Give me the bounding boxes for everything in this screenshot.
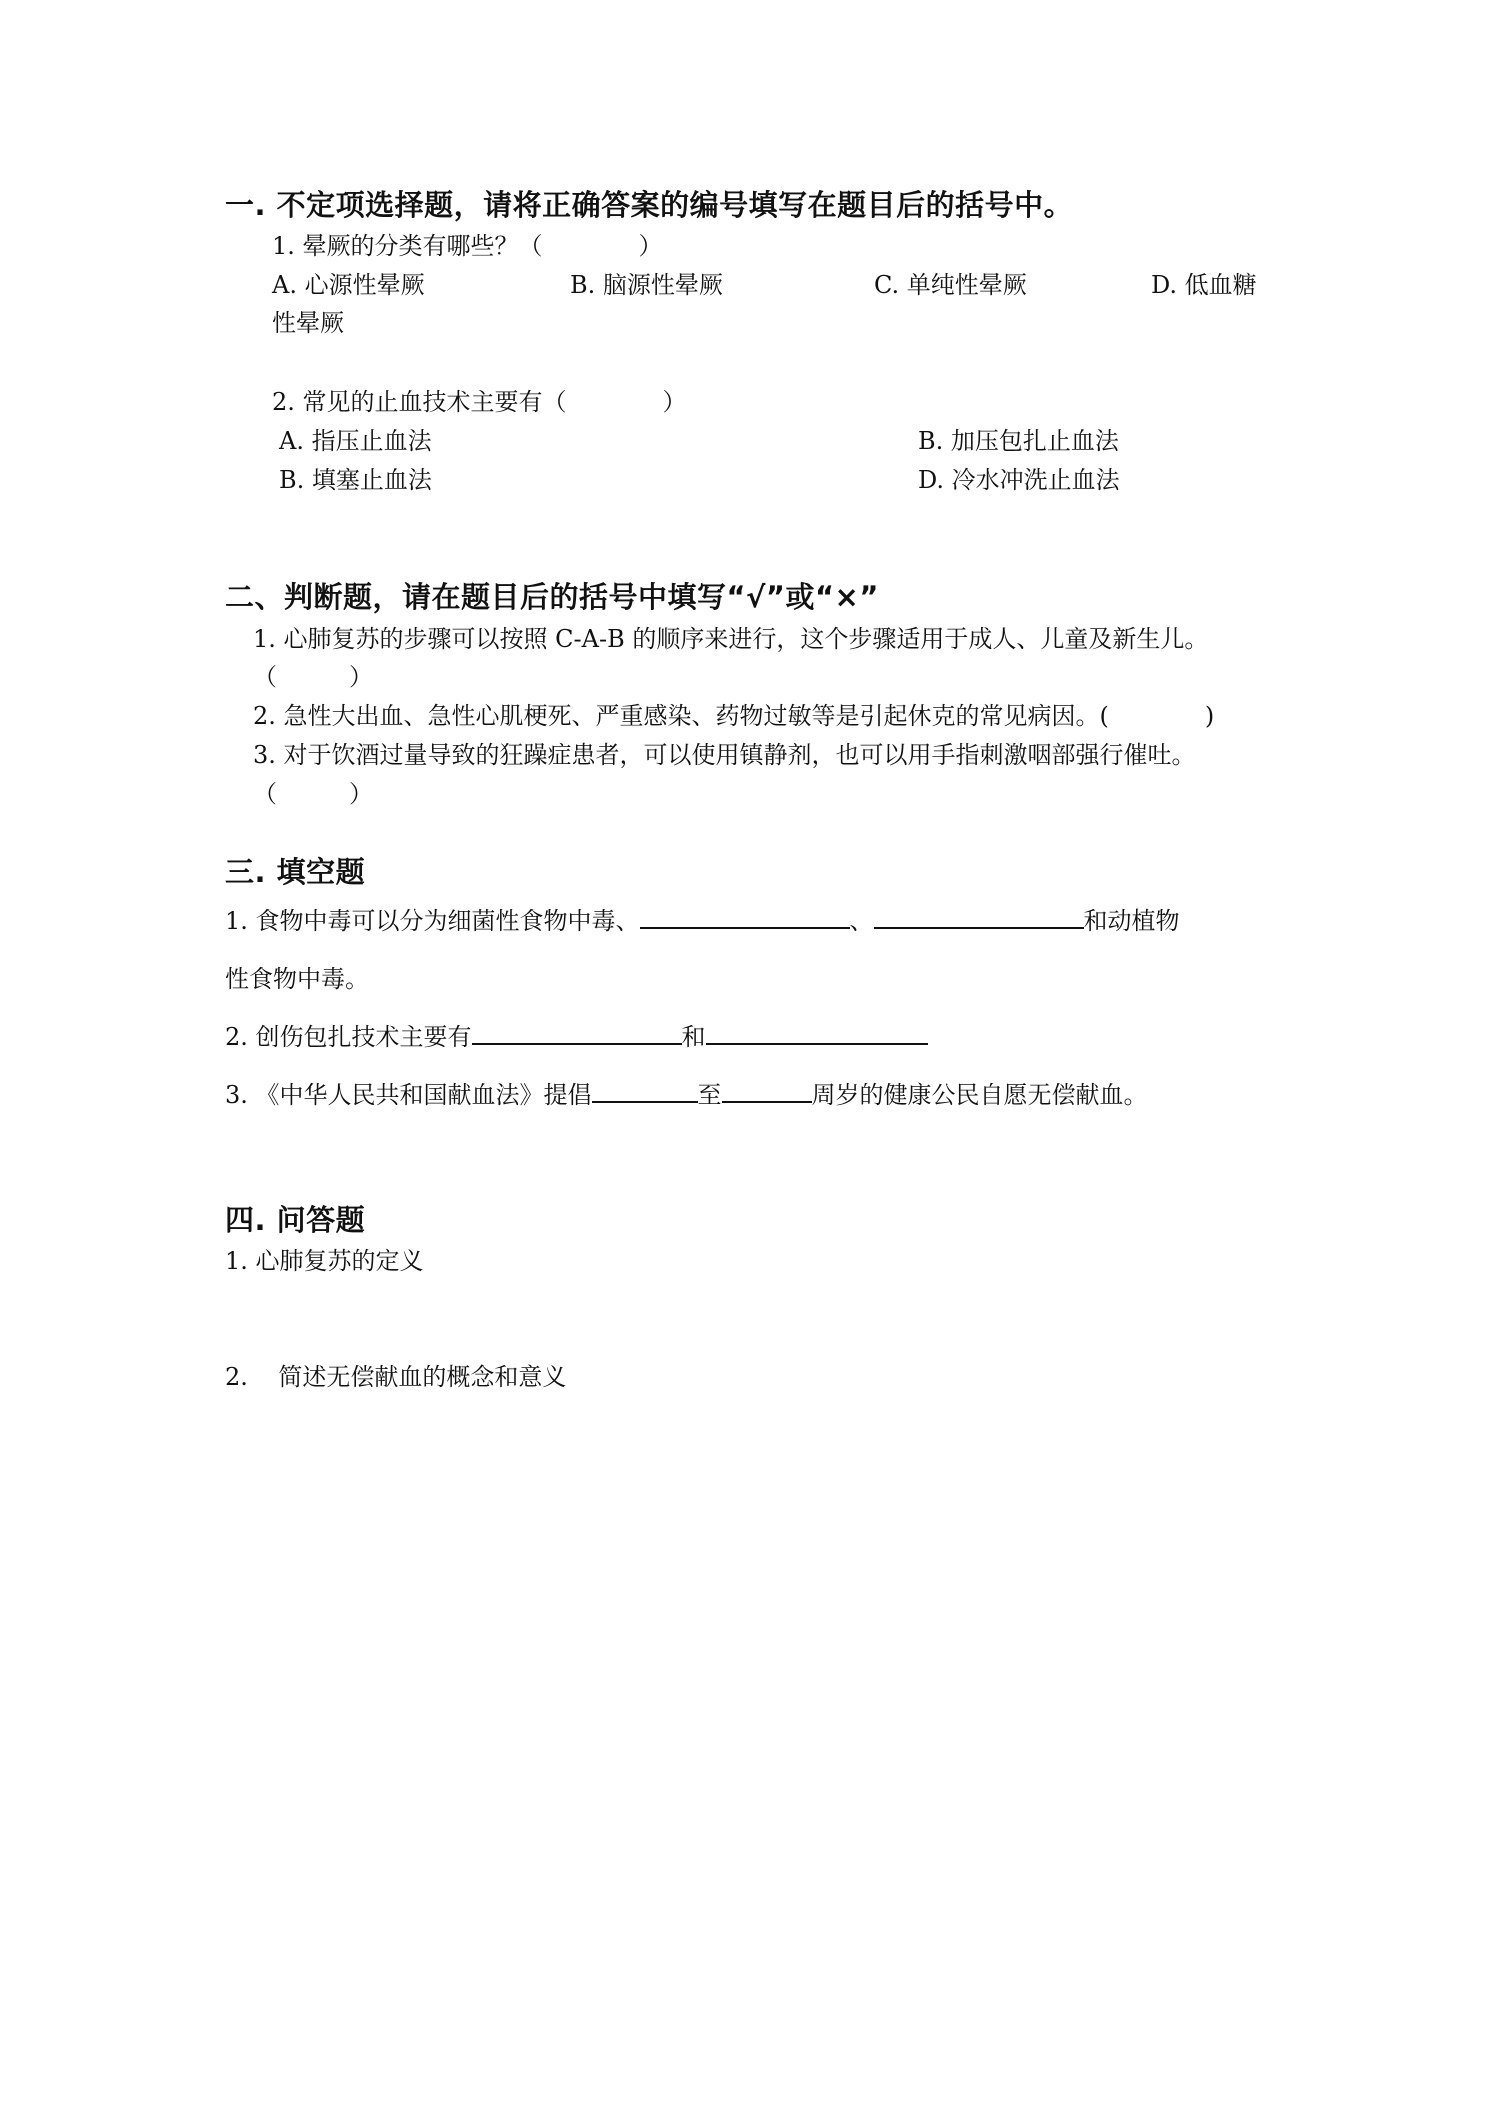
question-3-1-text-b: 、 [849,907,874,935]
question-3-2 [225,1017,928,1052]
question-1-1-option-c: C. 单纯性晕厥 [874,271,1027,299]
question-2-2: 2. 急性大出血、急性心肌梗死、严重感染、药物过敏等是引起休克的常见病因。( ) [253,702,1215,730]
question-3-3-text-c: 周岁的健康公民自愿无偿献血。 [811,1081,1148,1109]
fill-blank-3-2-a[interactable] [472,1018,682,1045]
question-3-2-text-b: 和 [681,1023,706,1051]
question-1-1-option-d: D. 低血糖 [1151,271,1257,299]
fill-blank-3-3-a[interactable] [592,1076,698,1103]
fill-blank-3-3-b[interactable] [722,1076,812,1103]
section-4-title: 四. 问答题 [225,1203,366,1237]
section-1-title: 一. 不定项选择题，请将正确答案的编号填写在题目后的括号中。 [225,188,1074,222]
question-3-1-line2: 性食物中毒。 [225,965,369,993]
question-3-3 [225,1075,1148,1110]
question-3-3-text-b: 至 [697,1081,722,1109]
question-2-3-line1: 3. 对于饮酒过量导致的狂躁症患者，可以使用镇静剂，也可以用手指刺激咽部强行催吐。 [253,741,1196,769]
question-3-1-line1 [225,901,1180,936]
fill-blank-3-2-b[interactable] [706,1018,928,1045]
question-1-2-option-a: A. 指压止血法 [279,427,432,455]
section-3-title: 三. 填空题 [225,855,366,889]
question-4-1: 1. 心肺复苏的定义 [225,1247,424,1275]
question-4-2: 2. 简述无偿献血的概念和意义 [225,1363,567,1391]
question-1-1-stem: 1. 晕厥的分类有哪些？（ ） [272,232,663,260]
fill-blank-3-1-b[interactable] [874,902,1084,929]
question-1-1-option-d-wrap: 性晕厥 [272,309,344,337]
question-1-2-option-b: B. 加压包扎止血法 [918,427,1119,455]
question-1-2-option-c: B. 填塞止血法 [279,466,432,494]
section-2-title: 二、判断题，请在题目后的括号中填写“√”或“×” [225,580,879,614]
question-3-1-text-a: 1. 食物中毒可以分为细菌性食物中毒、 [225,907,640,935]
question-1-2-option-d: D. 冷水冲洗止血法 [918,466,1120,494]
question-2-3-answer-paren: （ ） [253,780,373,808]
fill-blank-3-1-a[interactable] [640,902,850,929]
question-1-1-option-b: B. 脑源性晕厥 [570,271,723,299]
question-3-1-text-c: 和动植物 [1083,907,1180,935]
question-2-1-answer-paren: （ ） [253,663,373,691]
question-1-1-option-a: A. 心源性晕厥 [272,271,425,299]
question-2-1-line1: 1. 心肺复苏的步骤可以按照 C-A-B 的顺序来进行，这个步骤适用于成人、儿童及新生儿。 [253,625,1209,653]
question-1-2-stem: 2. 常见的止血技术主要有（ ） [272,388,687,416]
question-3-2-text-a: 2. 创伤包扎技术主要有 [225,1023,472,1051]
question-3-3-text-a: 3. 《中华人民共和国献血法》提倡 [225,1081,592,1109]
